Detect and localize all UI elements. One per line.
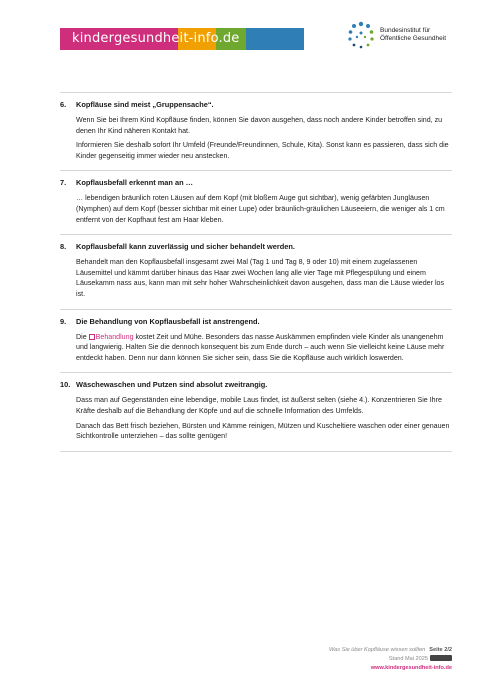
item-paragraph: Dass man auf Gegenständen eine lebendige, mobile Laus findet, ist äußerst selten (siehe 4.). Konzentrieren Sie Ihre Kräfte deshalb auf die Behandlung der Köpfe und auf die schnelle Information des Umfelds. — [76, 396, 442, 415]
institute-emblem-icon — [346, 20, 376, 50]
item-paragraph: Behandelt man den Kopflausbefall insgesamt zwei Mal (Tag 1 und Tag 8, 9 oder 10) mit einem zugelassenen Läusemittel und kämmt darüber hinaus das Haar zwei Wochen lang alle vier Tage mit Pflegespülung und einem Läusekamm nass aus, kann man mit sehr hoher Wahrscheinlichkeit davon ausgehen, dass man die Läuse wieder los ist. — [76, 258, 445, 298]
faq-item-10 — [60, 373, 452, 450]
creative-commons-badge-icon — [430, 655, 452, 661]
item-paragraph: Wenn Sie bei Ihrem Kind Kopfläuse finden, können Sie davon ausgehen, dass noch andere Kinder betroffen sind, zu denen Ihr Kind näheren Kontakt hat. — [76, 116, 443, 135]
site-logo-text: kindergesundheit-info.de — [72, 31, 240, 46]
item-number: 6. — [60, 100, 67, 109]
item-title: Die Behandlung von Kopflausbefall ist anstrengend. — [76, 316, 260, 326]
item-number: 8. — [60, 242, 67, 252]
institute-name: Bundesinstitut für Öffentliche Gesundheit — [380, 27, 447, 42]
item-title: Kopflausbefall erkennt man an … — [76, 178, 194, 188]
item-paragraph: Danach das Bett frisch beziehen, Bürsten und Kämme reinigen, Mützen und Kuscheltiere waschen oder einer genauen Sichtkontrolle unterziehen – das sollte genügen! — [76, 421, 450, 441]
item-paragraph: … lebendigen bräunlich roten Läusen auf dem Kopf (mit bloßem Auge gut sichtbar), wenig gefärbten Jungläusen (Nymphen) auf dem Kopf (besser sichtbar mit einer Lupe) oder bräunlich-gräulichen Läuseeiern, die weniger als 1 cm entfernt von der Kopfhaut fest am Haar kleben. — [76, 194, 445, 224]
faq-list — [60, 92, 452, 452]
divider — [60, 451, 452, 452]
item-number: 9. — [60, 316, 67, 326]
page-footer — [329, 646, 452, 673]
page-number: Seite 2/2 — [429, 647, 452, 653]
item-title: Kopflausbefall kann zuverlässig und sicher behandelt werden. — [76, 242, 295, 252]
faq-item-6 — [60, 93, 452, 170]
item-number: 10. — [60, 380, 71, 390]
faq-item-7 — [60, 171, 452, 234]
item-title: Kopfläuse sind meist „Gruppensache“. — [76, 100, 214, 109]
footer-url[interactable]: www.kindergesundheit-info.de — [370, 665, 452, 671]
faq-item-8 — [60, 235, 452, 308]
external-link-icon — [89, 334, 95, 340]
document-date: Stand Mai 2025 — [388, 656, 428, 662]
behandlung-link[interactable]: Behandlung — [89, 333, 134, 341]
item-number: 7. — [60, 178, 67, 188]
faq-item-9 — [60, 310, 452, 373]
document-title: Was Sie über Kopfläuse wissen sollten — [329, 647, 426, 653]
item-paragraph: Informieren Sie deshalb sofort Ihr Umfeld (Freunde/Freundinnen, Schule, Kita). Sonst kann es passieren, dass sich die Kinder gegenseitig immer wieder neu anstecken. — [76, 141, 449, 160]
item-title: Wäschewaschen und Putzen sind absolut zweitrangig. — [76, 380, 268, 390]
item-paragraph: Die Behandlung kostet Zeit und Mühe. Besonders das nasse Auskämmen empfinden viele Kinder als unangenehm und langwierig. Halten Sie die dennoch konsequent bis zum Ende durch – auch wenn Sie vielleicht keine Läuse mehr entdeckt haben. Denn nur dann können Sie sicher sein, dass Sie die Kopfläuse auch wirklich loswerden. — [76, 332, 445, 362]
